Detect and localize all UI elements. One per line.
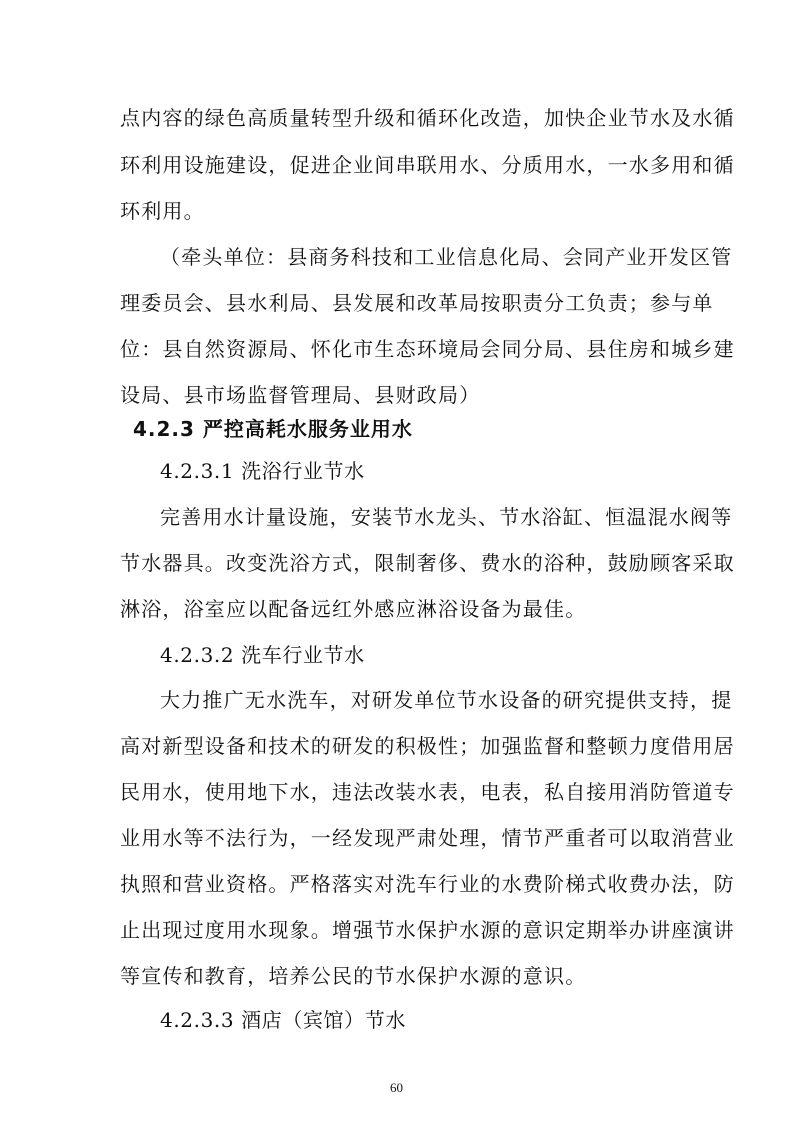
paragraph-line: 民用水，使用地下水，违法改装水表，电表，私自接用消防管道专	[120, 780, 735, 804]
paragraph-line: 高对新型设备和技术的研发的积极性；加强监督和整顿力度借用居	[120, 734, 735, 758]
paragraph-line: 完善用水计量设施，安装节水龙头、节水浴缸、恒温混水阀等	[160, 505, 733, 529]
paragraph-line: 理委员会、县水利局、县发展和改革局按职责分工负责；参与单	[120, 291, 714, 315]
page-number: 60	[390, 1080, 403, 1095]
paragraph-line: 止出现过度用水现象。增强节水保护水源的意识定期举办讲座演讲	[120, 918, 735, 942]
paragraph-line: 执照和营业资格。严格落实对洗车行业的水费阶梯式收费办法，防	[120, 872, 735, 896]
subsection-title: 4.2.3.3 酒店（宾馆）节水	[160, 1008, 406, 1032]
paragraph-line: 大力推广无水洗车，对研发单位节水设备的研究提供支持，提	[160, 688, 733, 712]
paragraph-line: 淋浴，浴室应以配备远红外感应淋浴设备为最佳。	[120, 597, 587, 621]
paragraph-line: 设局、县市场监督管理局、县财政局）	[120, 383, 481, 407]
paragraph-line: 环利用。	[120, 199, 205, 223]
paragraph-line: （牵头单位：县商务科技和工业信息化局、会同产业开发区管	[160, 245, 733, 269]
paragraph-line: 业用水等不法行为，一经发现严肃处理，情节严重者可以取消营业	[120, 826, 735, 850]
paragraph-line: 节水器具。改变洗浴方式，限制奢侈、费水的浴种，鼓励顾客采取	[120, 551, 735, 575]
paragraph-line: 位：县自然资源局、怀化市生态环境局会同分局、县住房和城乡建	[120, 337, 735, 361]
paragraph-line: 点内容的绿色高质量转型升级和循环化改造，加快企业节水及水循	[120, 106, 735, 130]
section-heading: 4.2.3 严控高耗水服务业用水	[133, 417, 413, 441]
paragraph-line: 环利用设施建设，促进企业间串联用水、分质用水，一水多用和循	[120, 153, 735, 177]
paragraph-line: 等宣传和教育，培养公民的节水保护水源的意识。	[120, 964, 587, 988]
subsection-title: 4.2.3.2 洗车行业节水	[160, 643, 365, 667]
subsection-title: 4.2.3.1 洗浴行业节水	[160, 459, 365, 483]
